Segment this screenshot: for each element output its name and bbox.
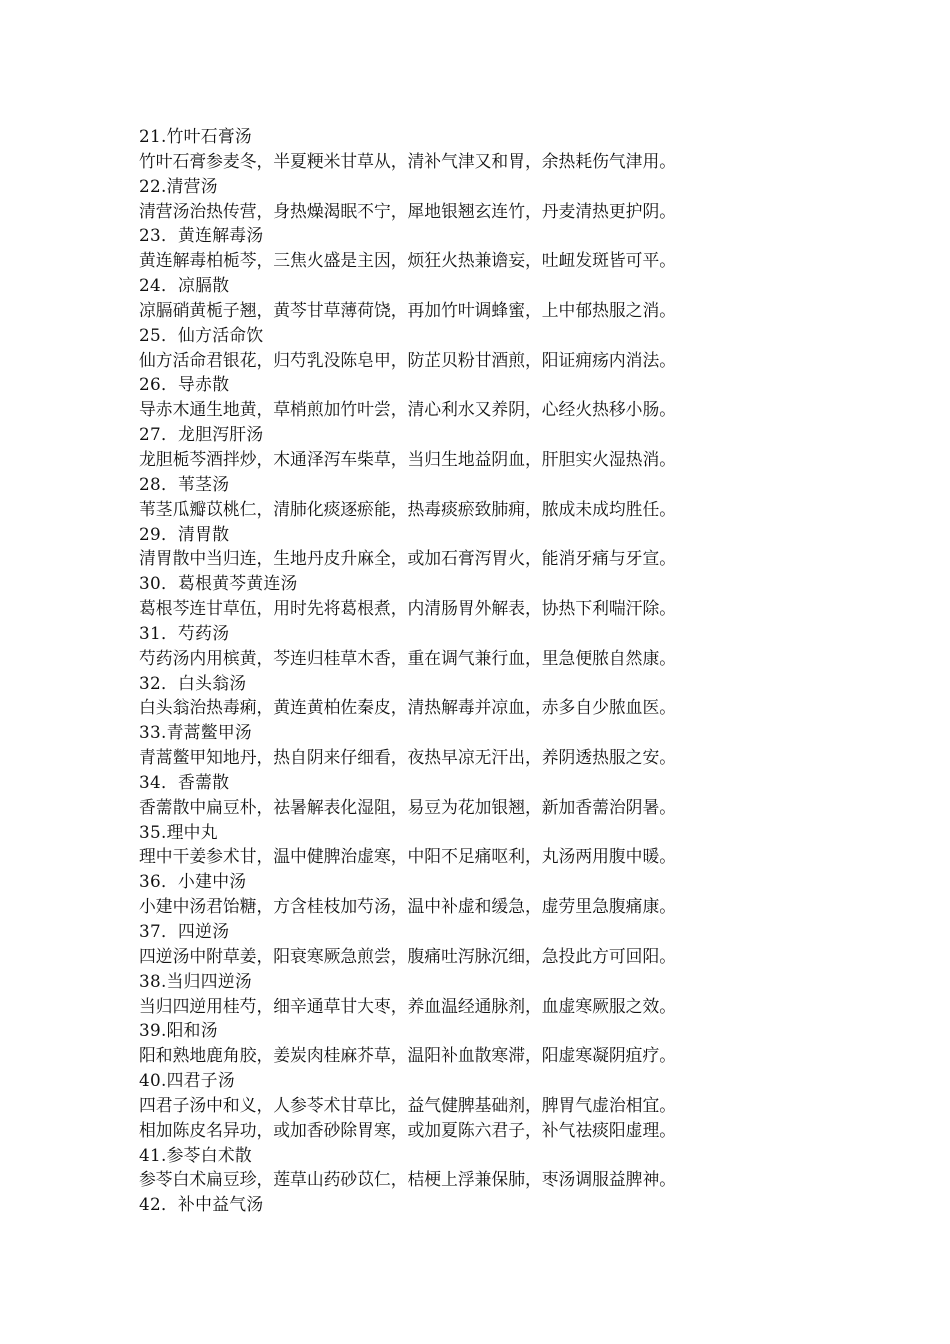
formula-verse: 理中干姜参术甘，温中健脾治虚寒，中阳不足痛呕利，丸汤两用腹中暖。 <box>139 846 677 867</box>
formula-verse: 香薷散中扁豆朴，祛暑解表化湿阻，易豆为花加银翘，新加香薷治阴暑。 <box>139 796 677 817</box>
formula-title: 24．凉膈散 <box>139 275 230 296</box>
formula-title: 26．导赤散 <box>139 374 230 395</box>
formula-verse: 白头翁治热毒痢，黄连黄柏佐秦皮，清热解毒并凉血，赤多自少脓血医。 <box>139 697 677 718</box>
formula-title: 30．葛根黄芩黄连汤 <box>139 573 298 594</box>
formula-verse: 阳和熟地鹿角胶，姜炭肉桂麻芥草，温阳补血散寒滞，阳虚寒凝阴疽疗。 <box>139 1045 677 1066</box>
formula-title: 27．龙胆泻肝汤 <box>139 424 264 445</box>
formula-document <box>139 124 919 1217</box>
formula-verse: 苇茎瓜瓣苡桃仁，清肺化痰逐瘀能，热毒痰瘀致肺痈，脓成未成均胜任。 <box>139 498 677 519</box>
formula-title: 36．小建中汤 <box>139 871 247 892</box>
formula-verse: 凉膈硝黄栀子翘，黄芩甘草薄荷饶，再加竹叶调蜂蜜，上中郁热服之消。 <box>139 299 677 320</box>
formula-verse: 葛根芩连甘草伍，用时先将葛根煮，内清肠胃外解表，协热下利喘汗除。 <box>139 598 677 619</box>
formula-verse: 竹叶石膏参麦冬，半夏粳米甘草从，清补气津又和胃，余热耗伤气津用。 <box>139 150 677 171</box>
formula-title: 21.竹叶石膏汤 <box>139 126 252 146</box>
formula-title: 23．黄连解毒汤 <box>139 225 264 246</box>
formula-title: 34．香薷散 <box>139 771 230 792</box>
formula-title: 39.阳和汤 <box>139 1020 218 1041</box>
formula-title: 42．补中益气汤 <box>139 1194 264 1215</box>
formula-title: 33.青蒿鳖甲汤 <box>139 722 252 743</box>
formula-title: 37．四逆汤 <box>139 921 230 941</box>
formula-title: 35.理中丸 <box>139 821 218 842</box>
formula-title: 25．仙方活命饮 <box>139 324 264 345</box>
formula-title: 29．清胃散 <box>139 523 230 544</box>
formula-title: 41.参苓白术散 <box>139 1144 252 1165</box>
formula-verse: 清胃散中当归连，生地丹皮升麻全，或加石膏泻胃火，能消牙痛与牙宣。 <box>139 548 677 569</box>
formula-verse: 四君子汤中和义，人参苓术甘草比，益气健脾基础剂，脾胃气虚治相宜。 <box>139 1094 677 1115</box>
formula-verse: 参苓白术扁豆珍，莲草山药砂苡仁，桔梗上浮兼保肺，枣汤调服益脾神。 <box>139 1169 677 1190</box>
formula-title: 28．苇茎汤 <box>139 473 230 494</box>
formula-verse: 清营汤治热传营，身热燥渴眠不宁，犀地银翘玄连竹，丹麦清热更护阴。 <box>139 200 677 221</box>
formula-title: 22.清营汤 <box>139 175 218 196</box>
formula-title: 38.当归四逆汤 <box>139 970 252 991</box>
formula-verse: 小建中汤君饴糖，方含桂枝加芍汤，温中补虚和缓急，虚劳里急腹痛康。 <box>139 896 677 917</box>
formula-title: 40.四君子汤 <box>139 1070 235 1091</box>
formula-verse: 青蒿鳖甲知地丹，热自阴来仔细看，夜热早凉无汗出，养阴透热服之安。 <box>139 747 677 768</box>
formula-verse: 导赤木通生地黄，草梢煎加竹叶尝，清心利水又养阴，心经火热移小肠。 <box>139 399 677 420</box>
formula-verse: 当归四逆用桂芍，细辛通草甘大枣，养血温经通脉剂，血虚寒厥服之效。 <box>139 995 677 1016</box>
formula-verse: 芍药汤内用槟黄，芩连归桂草木香，重在调气兼行血，里急便脓自然康。 <box>139 647 677 668</box>
formula-verse: 龙胆栀芩酒拌炒，木通泽泻车柴草，当归生地益阴血，肝胆实火湿热消。 <box>139 448 677 469</box>
formula-verse: 仙方活命君银花，归芍乳没陈皂甲，防芷贝粉甘酒煎，阳证痈疡内消法。 <box>139 349 677 370</box>
formula-verse: 相加陈皮名异功，或加香砂除胃寒，或加夏陈六君子，补气祛痰阳虚理。 <box>139 1119 677 1140</box>
formula-verse: 四逆汤中附草姜，阳衰寒厥急煎尝，腹痛吐泻脉沉细，急投此方可回阳。 <box>139 945 677 966</box>
formula-verse: 黄连解毒柏栀芩，三焦火盛是主因，烦狂火热兼谵妄，吐衄发斑皆可平。 <box>139 250 677 271</box>
formula-title: 31．芍药汤 <box>139 622 230 643</box>
formula-title: 32．白头翁汤 <box>139 672 247 693</box>
